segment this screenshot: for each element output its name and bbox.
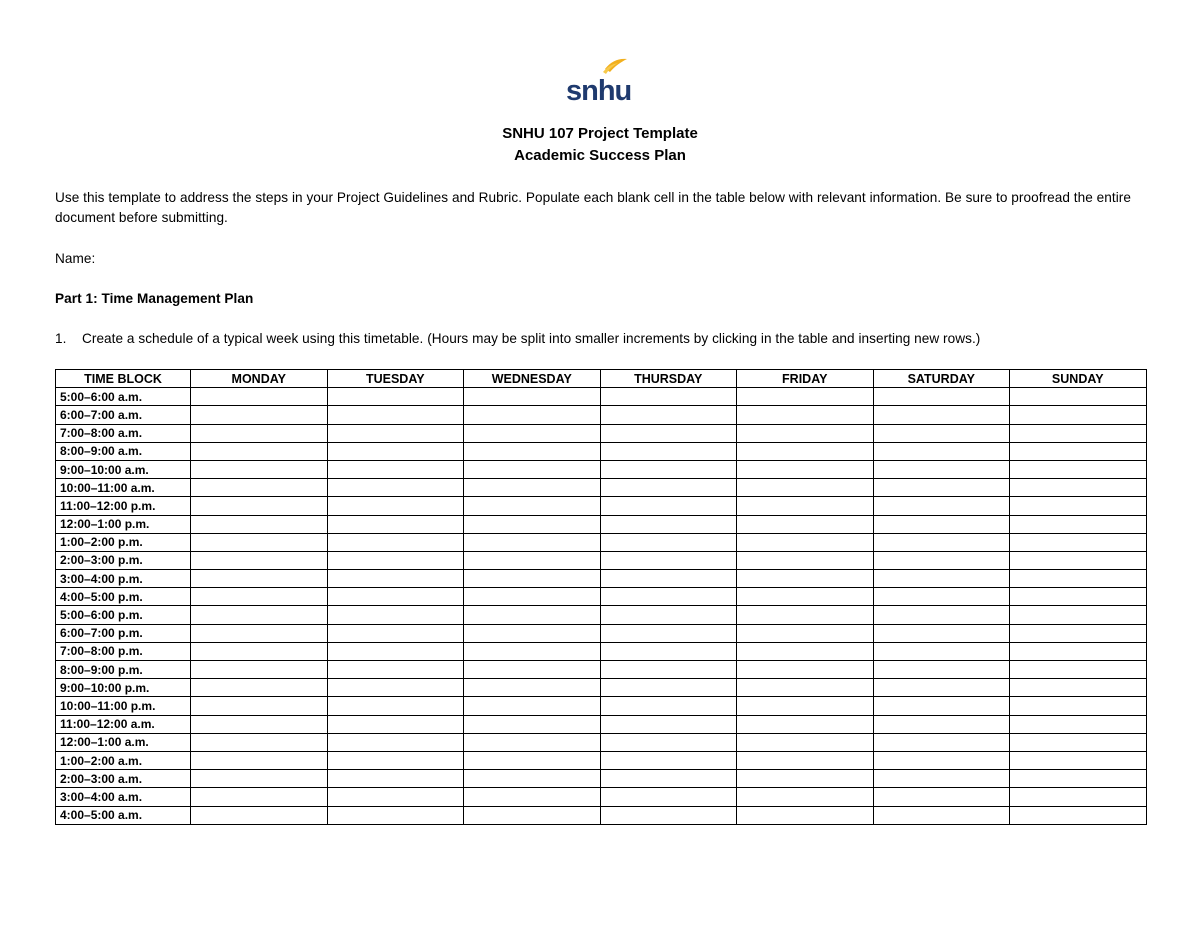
table-row xyxy=(56,624,1147,642)
schedule-cell-wednesday[interactable] xyxy=(464,624,601,642)
table-row xyxy=(56,588,1147,606)
time-block-cell: 9:00–10:00 p.m. xyxy=(56,679,191,697)
schedule-cell-monday[interactable] xyxy=(191,624,328,642)
table-row xyxy=(56,642,1147,660)
schedule-cell-thursday[interactable] xyxy=(600,442,737,460)
schedule-cell-friday[interactable] xyxy=(737,606,874,624)
schedule-cell-saturday[interactable] xyxy=(873,624,1010,642)
schedule-cell-sunday[interactable] xyxy=(1010,606,1147,624)
schedule-cell-tuesday[interactable] xyxy=(327,515,464,533)
schedule-cell-sunday[interactable] xyxy=(1010,442,1147,460)
table-row xyxy=(56,661,1147,679)
header-wednesday: WEDNESDAY xyxy=(464,370,601,388)
schedule-cell-tuesday[interactable] xyxy=(327,770,464,788)
schedule-cell-thursday[interactable] xyxy=(600,515,737,533)
schedule-cell-friday[interactable] xyxy=(737,442,874,460)
schedule-cell-thursday[interactable] xyxy=(600,388,737,406)
schedule-cell-friday[interactable] xyxy=(737,788,874,806)
schedule-cell-saturday[interactable] xyxy=(873,661,1010,679)
snhu-logo-icon xyxy=(563,55,633,105)
table-header-row xyxy=(56,370,1147,388)
header-saturday: SATURDAY xyxy=(873,370,1010,388)
schedule-cell-tuesday[interactable] xyxy=(327,551,464,569)
schedule-cell-wednesday[interactable] xyxy=(464,588,601,606)
weekly-timetable xyxy=(55,369,1147,825)
schedule-cell-friday[interactable] xyxy=(737,697,874,715)
schedule-cell-saturday[interactable] xyxy=(873,460,1010,478)
schedule-cell-tuesday[interactable] xyxy=(327,788,464,806)
schedule-cell-thursday[interactable] xyxy=(600,770,737,788)
time-block-cell: 2:00–3:00 a.m. xyxy=(56,770,191,788)
schedule-cell-tuesday[interactable] xyxy=(327,661,464,679)
table-row xyxy=(56,715,1147,733)
time-block-cell: 6:00–7:00 a.m. xyxy=(56,406,191,424)
schedule-cell-wednesday[interactable] xyxy=(464,533,601,551)
time-block-cell: 11:00–12:00 p.m. xyxy=(56,497,191,515)
schedule-cell-thursday[interactable] xyxy=(600,497,737,515)
header-sunday: SUNDAY xyxy=(1010,370,1147,388)
schedule-cell-monday[interactable] xyxy=(191,697,328,715)
schedule-cell-tuesday[interactable] xyxy=(327,479,464,497)
schedule-cell-sunday[interactable] xyxy=(1010,788,1147,806)
schedule-cell-monday[interactable] xyxy=(191,715,328,733)
schedule-cell-friday[interactable] xyxy=(737,460,874,478)
schedule-cell-friday[interactable] xyxy=(737,424,874,442)
header-monday: MONDAY xyxy=(191,370,328,388)
schedule-cell-sunday[interactable] xyxy=(1010,661,1147,679)
schedule-cell-monday[interactable] xyxy=(191,515,328,533)
schedule-cell-tuesday[interactable] xyxy=(327,424,464,442)
schedule-cell-sunday[interactable] xyxy=(1010,642,1147,660)
schedule-cell-thursday[interactable] xyxy=(600,661,737,679)
schedule-cell-sunday[interactable] xyxy=(1010,515,1147,533)
schedule-cell-thursday[interactable] xyxy=(600,642,737,660)
schedule-cell-wednesday[interactable] xyxy=(464,806,601,824)
schedule-cell-sunday[interactable] xyxy=(1010,751,1147,769)
snhu-logo xyxy=(563,55,633,105)
schedule-cell-tuesday[interactable] xyxy=(327,442,464,460)
schedule-cell-wednesday[interactable] xyxy=(464,551,601,569)
schedule-cell-tuesday[interactable] xyxy=(327,606,464,624)
schedule-cell-thursday[interactable] xyxy=(600,533,737,551)
schedule-cell-tuesday[interactable] xyxy=(327,406,464,424)
schedule-cell-saturday[interactable] xyxy=(873,788,1010,806)
schedule-cell-sunday[interactable] xyxy=(1010,770,1147,788)
schedule-cell-saturday[interactable] xyxy=(873,570,1010,588)
schedule-cell-tuesday[interactable] xyxy=(327,679,464,697)
time-block-cell: 3:00–4:00 p.m. xyxy=(56,570,191,588)
schedule-cell-saturday[interactable] xyxy=(873,733,1010,751)
schedule-cell-wednesday[interactable] xyxy=(464,515,601,533)
schedule-cell-friday[interactable] xyxy=(737,533,874,551)
schedule-cell-wednesday[interactable] xyxy=(464,570,601,588)
schedule-cell-saturday[interactable] xyxy=(873,679,1010,697)
schedule-cell-sunday[interactable] xyxy=(1010,479,1147,497)
schedule-cell-saturday[interactable] xyxy=(873,697,1010,715)
time-block-cell: 4:00–5:00 a.m. xyxy=(56,806,191,824)
schedule-cell-thursday[interactable] xyxy=(600,751,737,769)
time-block-cell: 10:00–11:00 a.m. xyxy=(56,479,191,497)
header-time-block: TIME BLOCK xyxy=(56,370,191,388)
schedule-cell-thursday[interactable] xyxy=(600,551,737,569)
table-row xyxy=(56,479,1147,497)
time-block-cell: 8:00–9:00 p.m. xyxy=(56,661,191,679)
schedule-cell-friday[interactable] xyxy=(737,388,874,406)
table-row xyxy=(56,697,1147,715)
schedule-cell-friday[interactable] xyxy=(737,642,874,660)
table-row xyxy=(56,770,1147,788)
schedule-cell-tuesday[interactable] xyxy=(327,497,464,515)
schedule-cell-monday[interactable] xyxy=(191,679,328,697)
header-tuesday: TUESDAY xyxy=(327,370,464,388)
schedule-cell-monday[interactable] xyxy=(191,406,328,424)
schedule-cell-wednesday[interactable] xyxy=(464,697,601,715)
schedule-cell-sunday[interactable] xyxy=(1010,388,1147,406)
schedule-cell-thursday[interactable] xyxy=(600,424,737,442)
time-block-cell: 6:00–7:00 p.m. xyxy=(56,624,191,642)
schedule-cell-saturday[interactable] xyxy=(873,424,1010,442)
schedule-cell-saturday[interactable] xyxy=(873,642,1010,660)
part-heading: Part 1: Time Management Plan xyxy=(55,291,254,306)
schedule-cell-thursday[interactable] xyxy=(600,570,737,588)
table-row xyxy=(56,551,1147,569)
time-block-cell: 8:00–9:00 a.m. xyxy=(56,442,191,460)
schedule-cell-saturday[interactable] xyxy=(873,533,1010,551)
schedule-cell-friday[interactable] xyxy=(737,570,874,588)
schedule-cell-thursday[interactable] xyxy=(600,788,737,806)
schedule-cell-thursday[interactable] xyxy=(600,588,737,606)
time-block-cell: 12:00–1:00 p.m. xyxy=(56,515,191,533)
schedule-cell-friday[interactable] xyxy=(737,588,874,606)
schedule-cell-thursday[interactable] xyxy=(600,697,737,715)
schedule-cell-friday[interactable] xyxy=(737,733,874,751)
schedule-cell-friday[interactable] xyxy=(737,770,874,788)
schedule-cell-tuesday[interactable] xyxy=(327,460,464,478)
schedule-cell-monday[interactable] xyxy=(191,479,328,497)
schedule-cell-sunday[interactable] xyxy=(1010,624,1147,642)
schedule-cell-thursday[interactable] xyxy=(600,406,737,424)
schedule-cell-monday[interactable] xyxy=(191,424,328,442)
schedule-cell-monday[interactable] xyxy=(191,460,328,478)
schedule-cell-monday[interactable] xyxy=(191,533,328,551)
schedule-cell-monday[interactable] xyxy=(191,497,328,515)
schedule-cell-saturday[interactable] xyxy=(873,551,1010,569)
schedule-cell-thursday[interactable] xyxy=(600,479,737,497)
schedule-cell-friday[interactable] xyxy=(737,661,874,679)
schedule-cell-saturday[interactable] xyxy=(873,715,1010,733)
table-body xyxy=(56,388,1147,825)
schedule-cell-thursday[interactable] xyxy=(600,624,737,642)
schedule-cell-saturday[interactable] xyxy=(873,406,1010,424)
schedule-cell-wednesday[interactable] xyxy=(464,606,601,624)
schedule-cell-friday[interactable] xyxy=(737,497,874,515)
time-block-cell: 4:00–5:00 p.m. xyxy=(56,588,191,606)
schedule-cell-friday[interactable] xyxy=(737,551,874,569)
schedule-cell-thursday[interactable] xyxy=(600,460,737,478)
schedule-cell-saturday[interactable] xyxy=(873,515,1010,533)
schedule-cell-monday[interactable] xyxy=(191,551,328,569)
schedule-cell-tuesday[interactable] xyxy=(327,751,464,769)
schedule-cell-saturday[interactable] xyxy=(873,588,1010,606)
table-row xyxy=(56,806,1147,824)
schedule-cell-tuesday[interactable] xyxy=(327,733,464,751)
schedule-cell-sunday[interactable] xyxy=(1010,806,1147,824)
schedule-cell-friday[interactable] xyxy=(737,515,874,533)
time-block-cell: 3:00–4:00 a.m. xyxy=(56,788,191,806)
time-block-cell: 10:00–11:00 p.m. xyxy=(56,697,191,715)
time-block-cell: 5:00–6:00 p.m. xyxy=(56,606,191,624)
name-label: Name: xyxy=(55,251,96,266)
schedule-cell-wednesday[interactable] xyxy=(464,460,601,478)
table-row xyxy=(56,515,1147,533)
schedule-cell-wednesday[interactable] xyxy=(464,406,601,424)
schedule-cell-tuesday[interactable] xyxy=(327,697,464,715)
time-block-cell: 7:00–8:00 p.m. xyxy=(56,642,191,660)
schedule-cell-monday[interactable] xyxy=(191,570,328,588)
table-row xyxy=(56,460,1147,478)
schedule-cell-monday[interactable] xyxy=(191,806,328,824)
schedule-cell-sunday[interactable] xyxy=(1010,588,1147,606)
schedule-cell-tuesday[interactable] xyxy=(327,588,464,606)
table-row xyxy=(56,679,1147,697)
schedule-cell-friday[interactable] xyxy=(737,751,874,769)
logo-wordmark: snhu xyxy=(566,75,632,105)
step-number: 1. xyxy=(55,331,67,346)
schedule-cell-wednesday[interactable] xyxy=(464,497,601,515)
schedule-cell-tuesday[interactable] xyxy=(327,642,464,660)
schedule-cell-monday[interactable] xyxy=(191,751,328,769)
schedule-cell-friday[interactable] xyxy=(737,406,874,424)
schedule-cell-saturday[interactable] xyxy=(873,497,1010,515)
schedule-cell-wednesday[interactable] xyxy=(464,661,601,679)
schedule-cell-monday[interactable] xyxy=(191,588,328,606)
table-row xyxy=(56,406,1147,424)
time-block-cell: 1:00–2:00 p.m. xyxy=(56,533,191,551)
table-row xyxy=(56,424,1147,442)
time-block-cell: 11:00–12:00 a.m. xyxy=(56,715,191,733)
table-row xyxy=(56,733,1147,751)
schedule-cell-saturday[interactable] xyxy=(873,606,1010,624)
time-block-cell: 2:00–3:00 p.m. xyxy=(56,551,191,569)
step-instruction xyxy=(55,329,1150,349)
schedule-cell-wednesday[interactable] xyxy=(464,442,601,460)
schedule-cell-sunday[interactable] xyxy=(1010,406,1147,424)
schedule-cell-saturday[interactable] xyxy=(873,479,1010,497)
schedule-cell-monday[interactable] xyxy=(191,770,328,788)
table-row xyxy=(56,533,1147,551)
schedule-cell-monday[interactable] xyxy=(191,788,328,806)
table-row xyxy=(56,570,1147,588)
schedule-cell-saturday[interactable] xyxy=(873,751,1010,769)
schedule-cell-saturday[interactable] xyxy=(873,442,1010,460)
table-row xyxy=(56,788,1147,806)
schedule-cell-thursday[interactable] xyxy=(600,715,737,733)
time-block-cell: 7:00–8:00 a.m. xyxy=(56,424,191,442)
schedule-cell-monday[interactable] xyxy=(191,733,328,751)
table-row xyxy=(56,606,1147,624)
schedule-cell-wednesday[interactable] xyxy=(464,733,601,751)
schedule-cell-sunday[interactable] xyxy=(1010,533,1147,551)
schedule-cell-sunday[interactable] xyxy=(1010,715,1147,733)
schedule-cell-friday[interactable] xyxy=(737,479,874,497)
schedule-cell-tuesday[interactable] xyxy=(327,715,464,733)
schedule-cell-wednesday[interactable] xyxy=(464,751,601,769)
schedule-cell-monday[interactable] xyxy=(191,661,328,679)
schedule-cell-monday[interactable] xyxy=(191,642,328,660)
table-row xyxy=(56,751,1147,769)
time-block-cell: 1:00–2:00 a.m. xyxy=(56,751,191,769)
schedule-cell-wednesday[interactable] xyxy=(464,788,601,806)
schedule-cell-wednesday[interactable] xyxy=(464,424,601,442)
schedule-cell-sunday[interactable] xyxy=(1010,551,1147,569)
schedule-cell-friday[interactable] xyxy=(737,715,874,733)
schedule-cell-saturday[interactable] xyxy=(873,770,1010,788)
schedule-cell-tuesday[interactable] xyxy=(327,533,464,551)
schedule-cell-tuesday[interactable] xyxy=(327,570,464,588)
schedule-cell-sunday[interactable] xyxy=(1010,570,1147,588)
schedule-cell-tuesday[interactable] xyxy=(327,388,464,406)
step-text: Create a schedule of a typical week using this timetable. (Hours may be split into smaller increments by clicking in the table and inserting new rows.) xyxy=(82,331,981,346)
schedule-cell-tuesday[interactable] xyxy=(327,806,464,824)
schedule-cell-friday[interactable] xyxy=(737,806,874,824)
header-friday: FRIDAY xyxy=(737,370,874,388)
schedule-cell-tuesday[interactable] xyxy=(327,624,464,642)
schedule-cell-wednesday[interactable] xyxy=(464,642,601,660)
schedule-cell-sunday[interactable] xyxy=(1010,460,1147,478)
document-subtitle: Academic Success Plan xyxy=(514,147,686,164)
time-block-cell: 9:00–10:00 a.m. xyxy=(56,460,191,478)
schedule-cell-saturday[interactable] xyxy=(873,806,1010,824)
schedule-cell-wednesday[interactable] xyxy=(464,715,601,733)
schedule-cell-wednesday[interactable] xyxy=(464,679,601,697)
schedule-cell-monday[interactable] xyxy=(191,388,328,406)
schedule-cell-monday[interactable] xyxy=(191,442,328,460)
schedule-cell-monday[interactable] xyxy=(191,606,328,624)
document-title: SNHU 107 Project Template xyxy=(502,125,698,142)
schedule-cell-wednesday[interactable] xyxy=(464,770,601,788)
schedule-cell-sunday[interactable] xyxy=(1010,733,1147,751)
time-block-cell: 5:00–6:00 a.m. xyxy=(56,388,191,406)
schedule-cell-thursday[interactable] xyxy=(600,606,737,624)
table-row xyxy=(56,442,1147,460)
intro-paragraph: Use this template to address the steps in your Project Guidelines and Rubric. Populate each blank cell in the table below with relevant information. Be sure to proofread the entire document before submitting. xyxy=(55,190,1131,225)
schedule-cell-saturday[interactable] xyxy=(873,388,1010,406)
table-row xyxy=(56,388,1147,406)
schedule-cell-thursday[interactable] xyxy=(600,806,737,824)
schedule-cell-wednesday[interactable] xyxy=(464,388,601,406)
schedule-cell-sunday[interactable] xyxy=(1010,679,1147,697)
schedule-cell-thursday[interactable] xyxy=(600,679,737,697)
schedule-cell-sunday[interactable] xyxy=(1010,497,1147,515)
schedule-cell-sunday[interactable] xyxy=(1010,697,1147,715)
time-block-cell: 12:00–1:00 a.m. xyxy=(56,733,191,751)
header-thursday: THURSDAY xyxy=(600,370,737,388)
schedule-cell-friday[interactable] xyxy=(737,624,874,642)
table-row xyxy=(56,497,1147,515)
schedule-cell-friday[interactable] xyxy=(737,679,874,697)
schedule-cell-sunday[interactable] xyxy=(1010,424,1147,442)
schedule-cell-wednesday[interactable] xyxy=(464,479,601,497)
schedule-cell-thursday[interactable] xyxy=(600,733,737,751)
